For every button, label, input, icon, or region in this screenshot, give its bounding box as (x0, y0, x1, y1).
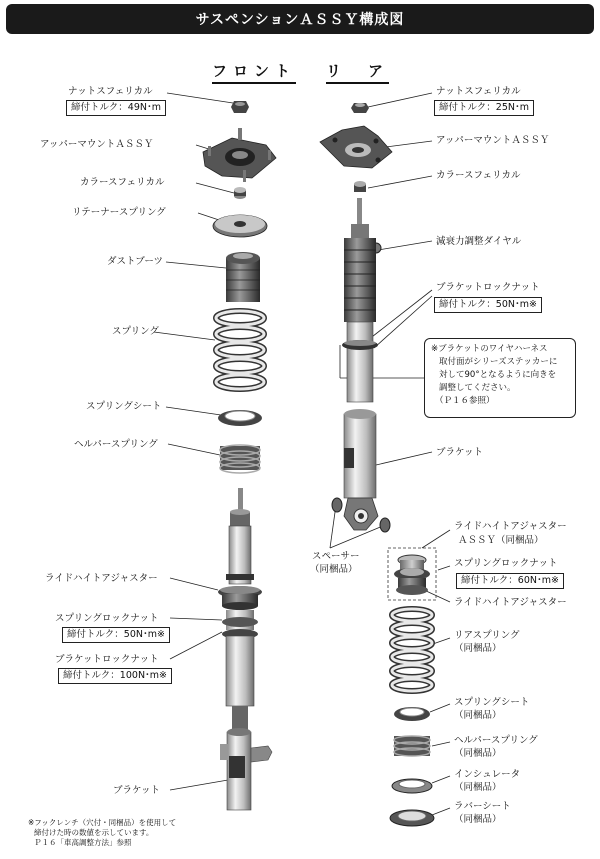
footnote (28, 818, 176, 848)
front-retainer-part (213, 215, 267, 237)
note-line: 取付面がシリーズステッカーに (439, 357, 558, 367)
front-nut-spherical-label: ナットスフェリカル (68, 86, 153, 97)
front-upper-mount-part (203, 128, 276, 182)
rear-helper-label: ヘルパースプリング (454, 735, 538, 746)
rear-bracket-lock-torque-box: 締付トルク：50N･m※ (434, 297, 542, 313)
rear-spring-seat-label: スプリングシート (454, 697, 530, 708)
front-helper-spring-label: ヘルパースプリング (74, 439, 158, 450)
front-retainer-label: リテーナースプリング (72, 207, 166, 218)
rear-insulator-label: インシュレータ (454, 769, 521, 780)
front-dust-boot-part (226, 252, 260, 302)
diagram-title: サスペンションＡＳＳＹ構成図 (195, 12, 405, 28)
note-line: （Ｐ１６参照） (435, 396, 495, 406)
front-leader-lines (154, 93, 234, 790)
front-nut-torque-box: 締付トルク：49N･m (66, 100, 166, 116)
front-spring-lock-torque-box: 締付トルク：50N･m※ (62, 627, 170, 643)
rear-rubber-seat-label: ラバーシート (454, 801, 511, 812)
rear-bracket-lock-label: ブラケットロックナット (436, 282, 540, 293)
rear-rubber-seat-part (390, 810, 434, 826)
rear-heading: リ ア (326, 60, 389, 84)
rear-spring-sub-label: （同梱品） (454, 643, 502, 654)
rear-ride-height-label: ライドハイトアジャスター (454, 597, 567, 608)
rear-ride-height-assy-part (394, 555, 430, 595)
note-line: 調整してください。 (439, 383, 516, 393)
front-collar-label: カラースフェリカル (80, 177, 165, 188)
front-ride-height-label: ライドハイトアジャスター (45, 573, 158, 584)
front-bracket-label: ブラケット (113, 785, 161, 796)
front-helper-spring-part (220, 445, 260, 473)
rear-spacer-sub-label: （同梱品） (310, 564, 358, 575)
rear-shock-part (342, 198, 381, 402)
rear-helper-spring-part (394, 736, 430, 756)
rear-bracket-label: ブラケット (436, 447, 484, 458)
rear-upper-mount-label: アッパーマウントＡＳＳＹ (436, 135, 550, 146)
footnote-line: ※フックレンチ（穴付・同梱品）を使用して (28, 818, 177, 827)
rear-helper-sub-label: （同梱品） (454, 748, 502, 759)
rear-spring-label: リアスプリング (454, 630, 520, 641)
front-bracket-part (220, 728, 272, 810)
footnote-line: 締付けた時の数値を示しています。 (34, 828, 154, 837)
rear-insulator-part (392, 779, 432, 793)
front-spring-label: スプリング (112, 326, 159, 337)
rear-nut-spherical-label: ナットスフェリカル (436, 86, 521, 97)
front-nut-spherical-part (231, 101, 249, 113)
front-spring-seat-part (218, 410, 262, 426)
rear-bracket-part (344, 409, 378, 530)
front-upper-mount-label: アッパーマウントＡＳＳＹ (40, 139, 154, 150)
rear-nut-spherical-part (351, 103, 369, 113)
rear-spring-seat-part (394, 707, 430, 721)
rear-insulator-sub-label: （同梱品） (454, 782, 502, 793)
note-line: ※ブラケットのワイヤハーネス (431, 344, 548, 354)
rear-spring-seat-sub-label: （同梱品） (454, 710, 502, 721)
front-dust-boot-label: ダストブーツ (107, 256, 164, 267)
front-heading: フロント (212, 60, 296, 84)
footnote-line: Ｐ１６「車高調整方法」参照 (34, 838, 132, 847)
rear-nut-torque-box: 締付トルク：25N･m (434, 100, 534, 116)
note-line: 対して90°となるように向きを (439, 370, 557, 380)
rear-bracket-orientation-note (424, 338, 576, 418)
rear-rubber-seat-sub-label: （同梱品） (454, 814, 502, 825)
rear-spacer-label: スペーサー (312, 551, 360, 562)
rear-ride-height-assy-sub-label: ＡＳＳＹ（同梱品） (458, 535, 544, 546)
front-spring-lock-label: スプリングロックナット (55, 613, 159, 624)
front-bracket-lock-torque-box: 締付トルク：100N･m※ (58, 668, 172, 684)
rear-collar-label: カラースフェリカル (436, 170, 521, 181)
rear-upper-mount-part (320, 126, 392, 168)
rear-spring-lock-torque-box: 締付トルク：60N･m※ (456, 573, 564, 589)
rear-collar-part (354, 181, 366, 192)
rear-damping-dial-label: 減衰力調整ダイヤル (436, 236, 522, 247)
rear-ride-height-assy-label: ライドハイトアジャスター (454, 521, 567, 532)
front-collar-part (234, 187, 246, 199)
rear-spring-lock-label: スプリングロックナット (454, 558, 558, 569)
front-spring-seat-label: スプリングシート (86, 401, 162, 412)
front-shock-body-part (218, 488, 262, 732)
front-bracket-lock-label: ブラケットロックナット (55, 654, 159, 665)
